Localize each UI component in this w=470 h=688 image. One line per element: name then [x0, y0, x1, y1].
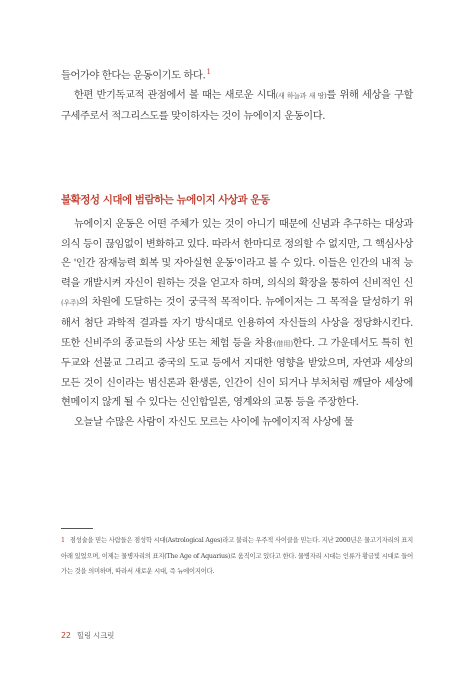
section-heading: 불확정성 시대에 범람하는 뉴에이지 사상과 운동	[61, 194, 270, 206]
paragraph-4: 오늘날 수많은 사람이 자신도 모르는 사이에 뉴에이지적 사상에 물	[74, 416, 354, 428]
page-footer	[61, 630, 114, 641]
body-block-top	[61, 63, 413, 126]
body-block-main	[61, 215, 413, 433]
footnote	[61, 533, 413, 580]
footnote-marker[interactable]: 1	[206, 68, 211, 76]
running-title: 힐링 시크릿	[76, 631, 115, 640]
paragraph-3: 뉴에이지 운동은 어떤 주체가 있는 것이 아니기 때문에 신념과 추구하는 대상과 의식 등이 끊임없이 변화하고 있다. 따라서 한마디로 정의할 수 없지만, 그 핵심사상은 '인간 잠재능력 회복 및 자아실현 운동'이라고 볼 수 있다. 이들은 인간의 내적 능력을 개발시켜 자신이 원하는 것을 얻고자 하며, 의식의 확장을 통하여 신비적인 신(우주)의 차원에 도달하는 것이 궁극적 목적이다. 뉴에이저는 그 목적을 달성하기 위해서 첨단 과학적 결과를 자기 방식대로 인용하여 자신들의 사상을 정당화시킨다. 또한 신비주의 종교들의 사상 또는 체험 등을 차용(借用)한다. 그 가운데서도 특히 힌두교와 선불교 그리고 중국의 도교 등에서 지대한 영향을 받았으며, 자연과 세상의 모든 것이 신이라는 범신론과 환생론, 인간이 신이 되거나 부처처럼 깨달아 세상에 현메이지 않게 될 수 있다는 신인합일론, 영계와의 교통 등을 주장한다.	[61, 219, 414, 409]
paragraph-1: 들어가야 한다는 운동이기도 하다.$^1$	[61, 68, 211, 82]
paragraph-2: 한편 반기독교적 관점에서 볼 때는 새로운 시대(새 하늘과 새 땅)를 위해 세상을 구할 구세주로서 적그리스도를 맞이하자는 것이 뉴에이지 운동이다.	[61, 89, 413, 122]
footnote-text: 점성술을 믿는 사람들은 점성학 시대(Astrological Ages)라고 불리는 우주적 사이클을 믿는다. 지난 2000년은 물고기자리의 표지 아래 있었으며, 이제는 물병자리의 표지(The Age of Aquarius)로 움직이고 있다고 한다. 물병자리 시대는 인류가 황금빛 시대로 들어가는 것을 의미하며, 따라서 새로운 시대, 즉 뉴에이지이다.	[61, 537, 413, 575]
page-number: 22	[61, 631, 71, 640]
footnote-divider	[61, 528, 93, 529]
footnote-number: 1	[61, 537, 65, 544]
